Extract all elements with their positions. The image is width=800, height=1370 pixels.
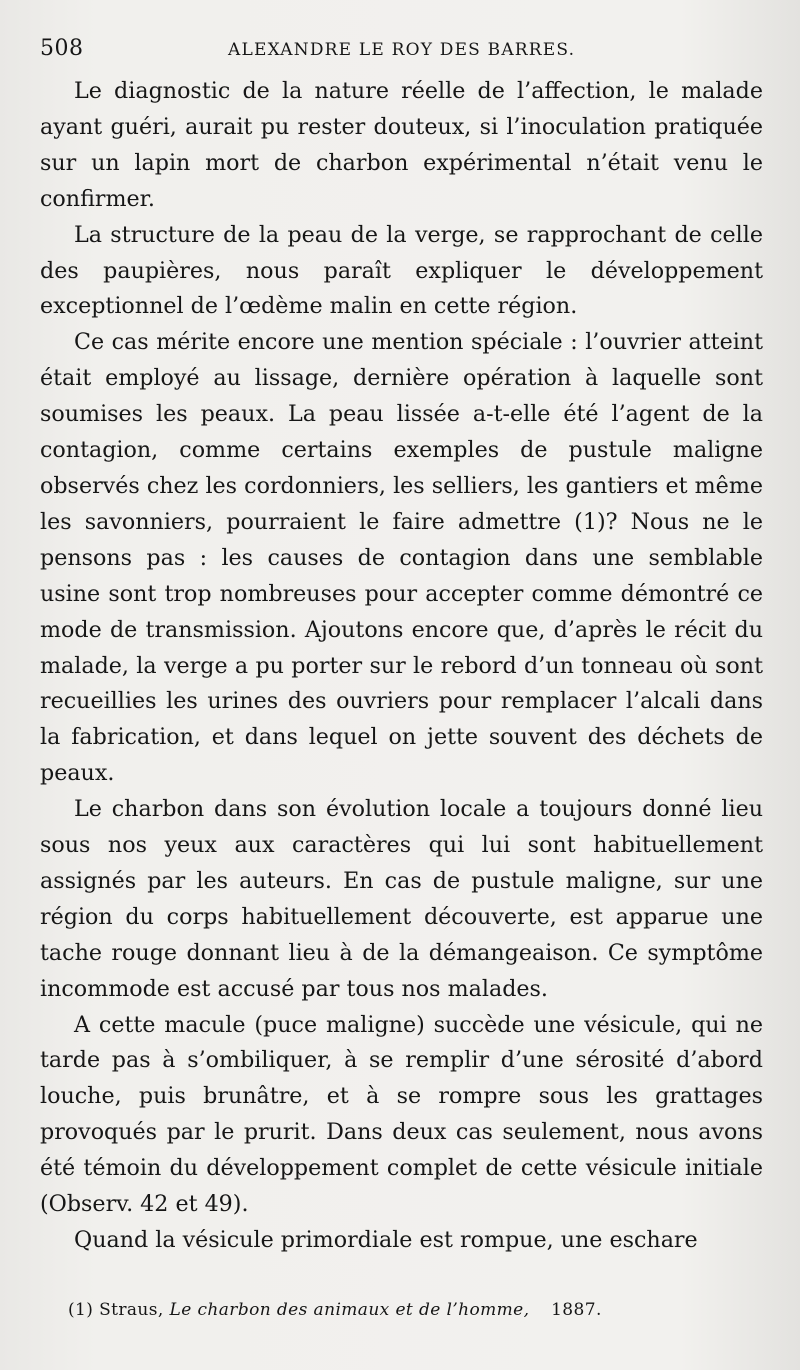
- footnote: [68, 1300, 602, 1320]
- paragraph: Le diagnostic de la nature réelle de l’affection, le malade ayant guéri, aurait pu rester douteux, si l’inoculation pratiquée sur un lapin mort de charbon expérimental n’était venu le confirmer.: [40, 78, 763, 212]
- footnote-marker: (1): [68, 1300, 94, 1320]
- body-text: [40, 74, 763, 1259]
- paragraph: Ce cas mérite encore une mention spéciale : l’ouvrier atteint était employé au lissage, dernière opération à laquelle sont soumises les peaux. La peau lissée a-t-elle été l’agent de la contagion, comme certains exemples de pustule maligne observés chez les cordonniers, les selliers, les gantiers et même les savonniers, pourraient le faire admettre (1)? Nous ne le pensons pas : les causes de contagion dans une semblable usine sont trop nombreuses pour accepter comme démontré ce mode de transmission. Ajoutons encore que, d’après le récit du malade, la verge a pu porter sur le rebord d’un tonneau où sont recueillies les urines des ouvriers pour remplacer l’alcali dans la fabrication, et dans lequel on jette souvent des déchets de peaux.: [40, 329, 763, 787]
- paragraph: A cette macule (puce maligne) succède une vésicule, qui ne tarde pas à s’ombiliquer, à se remplir d’une sérosité d’abord louche, puis brunâtre, et à se rompre sous les grattages provoqués par le prurit. Dans deux cas seulement, nous avons été témoin du développement complet de cette vésicule initiale (Observ. 42 et 49).: [40, 1011, 763, 1218]
- paragraph: La structure de la peau de la verge, se rapprochant de celle des paupières, nous paraît expliquer le développement exceptionnel de l’œdème malin en cette région.: [40, 221, 763, 320]
- running-head: ALEXANDRE LE ROY DES BARRES.: [228, 40, 576, 60]
- page-header: [40, 36, 770, 66]
- paragraph: Le charbon dans son évolution locale a toujours donné lieu sous nos yeux aux caractères qui lui sont habituellement assignés par les auteurs. En cas de pustule maligne, sur une région du corps habituellement découverte, est apparue une tache rouge donnant lieu à de la démangeaison. Ce symptôme incommode est accusé par tous nos malades.: [40, 796, 763, 1002]
- footnote-title: Le charbon des animaux et de l’homme,: [169, 1300, 530, 1320]
- page-number: 508: [40, 36, 84, 61]
- footnote-year: 1887.: [551, 1300, 602, 1320]
- footnote-author: Straus,: [99, 1300, 164, 1320]
- paragraph: Quand la vésicule primordiale est rompue, une eschare: [74, 1227, 698, 1253]
